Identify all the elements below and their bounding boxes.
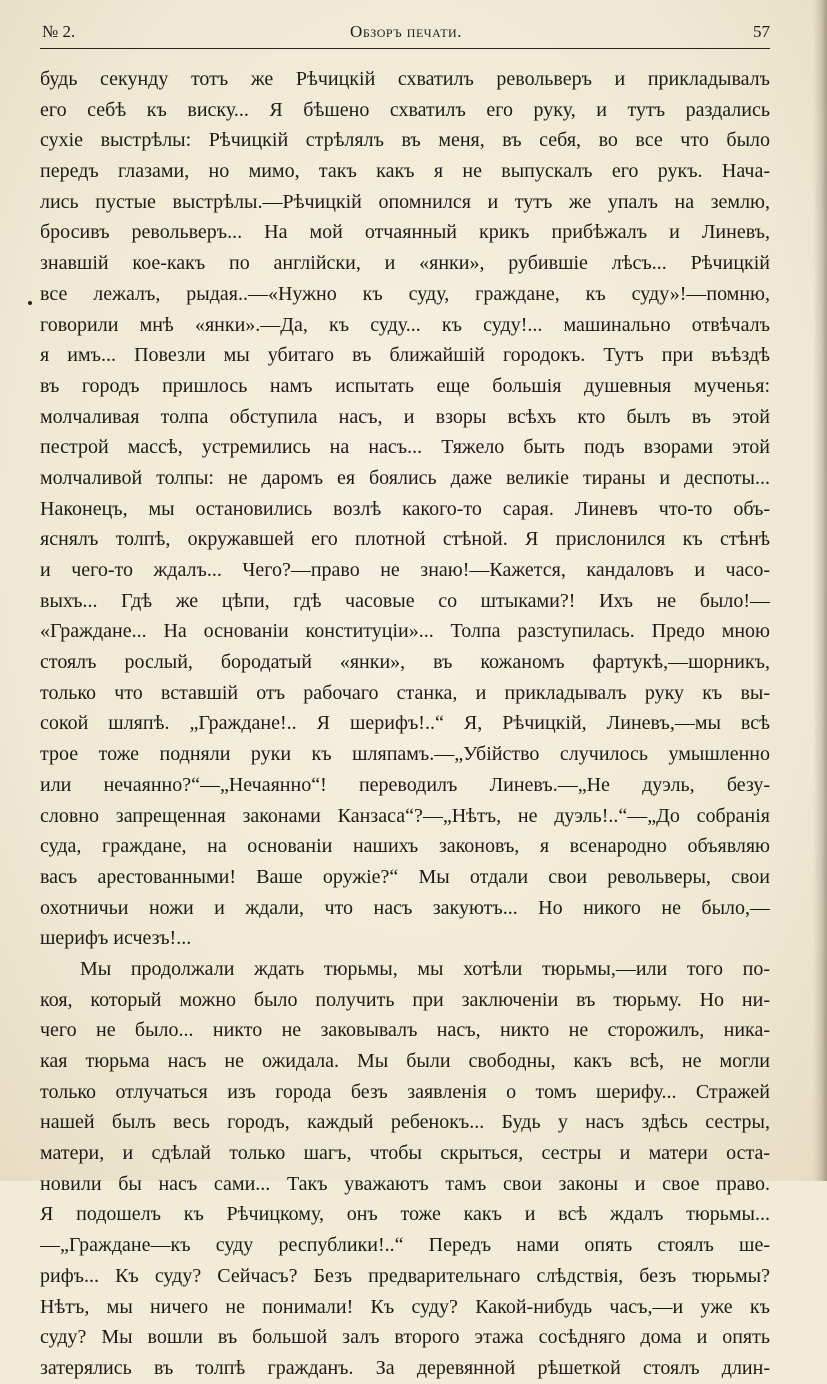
text-line: трое тоже подняли руки къ шляпамъ.—„Убійство случилось умышленно bbox=[40, 743, 770, 766]
text-line: кая тюрьма насъ не ожидала. Мы были свободны, какъ всѣ, не могли bbox=[40, 1050, 770, 1072]
margin-mark bbox=[28, 301, 32, 305]
text-line: нашей былъ весь городъ, каждый ребенокъ... Будь у насъ здѣсь сестры, bbox=[40, 1111, 770, 1134]
text-line: знавшій кое-какъ по англійски, и «янки», рубившіе лѣсъ... Рѣчицкій bbox=[40, 252, 770, 275]
text-line: сухіе выстрѣлы: Рѣчицкій стрѣлялъ въ меня, въ себя, во все что было bbox=[40, 129, 770, 152]
text-line: чего не было... никто не заковывалъ насъ, никто не сторожилъ, ника- bbox=[40, 1019, 770, 1042]
text-line: васъ арестованными! Ваше оружіе?“ Мы отдали свои револьверы, свои bbox=[40, 865, 770, 888]
text-line: я имъ... Повезли мы убитаго въ ближайшій городокъ. Тутъ при въѣздѣ bbox=[40, 344, 770, 367]
text-line: затерялись въ толпѣ гражданъ. За деревянной рѣшеткой стоялъ длин- bbox=[40, 1356, 770, 1379]
text-line: или нечаянно?“—„Нечаянно“! переводилъ Линевъ.—„Не дуэль, безу- bbox=[40, 773, 770, 796]
text-line: молчаливая толпа обступила насъ, и взоры всѣхъ кто былъ въ этой bbox=[40, 405, 770, 428]
text-line: и чего-то ждалъ... Чего?—право не знаю!—Кажется, кандаловъ и часо- bbox=[40, 559, 770, 581]
text-line: только отлучаться изъ города безъ заявленія о томъ шерифу... Стражей bbox=[40, 1080, 770, 1103]
text-line: рифъ... Къ суду? Сейчасъ? Безъ предварительнаго слѣдствія, безъ тюрьмы? bbox=[40, 1264, 770, 1287]
page-header bbox=[42, 22, 770, 48]
page-edge-shadow bbox=[813, 0, 827, 1181]
text-line: сокой шляпѣ. „Граждане!.. Я шерифъ!..“ Я, Рѣчицкій, Линевъ,—мы всѣ bbox=[40, 712, 770, 735]
text-line: въ городъ пришлось намъ испытать еще большія душевныя мученья: bbox=[40, 374, 770, 397]
text-line: молчаливой толпы: не даромъ ея боялись даже великіе тираны и деспоты... bbox=[40, 466, 770, 489]
text-line: говорили мнѣ «янки».—Да, къ суду... къ суду!... машинально отвѣчалъ bbox=[40, 313, 770, 336]
text-line: пестрой массѣ, устремились на насъ... Тяжело быть подъ взорами этой bbox=[40, 436, 770, 459]
text-line: его себѣ къ виску... Я бѣшено схватилъ его руку, и тутъ раздались bbox=[40, 98, 770, 121]
issue-number: № 2. bbox=[42, 22, 76, 41]
page-number: 57 bbox=[753, 22, 770, 41]
text-line: передъ глазами, но мимо, такъ какъ я не выпускалъ его рукъ. Нача- bbox=[40, 160, 770, 183]
text-line: выхъ... Гдѣ же цѣпи, гдѣ часовые со штыками?! Ихъ не было!— bbox=[40, 589, 770, 612]
text-line: лись пустые выстрѣлы.—Рѣчицкій опомнился и тутъ же упалъ на землю, bbox=[40, 190, 770, 213]
text-line: —„Граждане—къ суду республики!..“ Передъ нами опять стоялъ ше- bbox=[40, 1234, 770, 1257]
text-line: Я подошелъ къ Рѣчицкому, онъ тоже какъ и всѣ ждалъ тюрьмы... bbox=[40, 1203, 770, 1226]
text-line: только что вставшій отъ рабочаго станка, и прикладывалъ руку къ вы- bbox=[40, 681, 770, 704]
text-line: будь секунду тотъ же Рѣчицкій схватилъ револьверъ и прикладывалъ bbox=[40, 68, 770, 90]
text-line: суда, граждане, на основаніи нашихъ законовъ, я всенародно объявляю bbox=[40, 835, 770, 858]
text-line: стоялъ рослый, бородатый «янки», въ кожаномъ фартукѣ,—шорникъ, bbox=[40, 651, 770, 674]
text-line: все лежалъ, рыдая..—«Нужно къ суду, граждане, къ суду»!—помню, bbox=[40, 282, 770, 305]
text-line: новили бы насъ сами... Такъ уважаютъ тамъ свои законы и свое право. bbox=[40, 1172, 770, 1195]
text-line: коя, который можно было получить при заключеніи въ тюрьму. Но ни- bbox=[40, 988, 770, 1011]
text-line: шерифъ исчезъ!... bbox=[40, 927, 192, 950]
header-rule bbox=[40, 48, 770, 49]
text-line: суду? Мы вошли въ большой залъ второго этажа сосѣдняго дома и опять bbox=[40, 1326, 770, 1349]
article-body bbox=[40, 64, 770, 1384]
text-line: матери, и сдѣлай только шагъ, чтобы скрыться, сестры и матери оста- bbox=[40, 1142, 770, 1165]
text-line: яснялъ толпѣ, окружавшей его плотной стѣной. Я прислонился къ стѣнѣ bbox=[40, 528, 770, 551]
text-line: Наконецъ, мы остановились возлѣ какого-то сарая. Линевъ что-то объ- bbox=[40, 497, 770, 520]
text-line: словно запрещенная законами Канзаса“?—„Нѣтъ, не дуэль!..“—„До собранія bbox=[40, 804, 770, 827]
text-line: Нѣтъ, мы ничего не понимали! Къ суду? Какой-нибудь часъ,—и уже къ bbox=[40, 1295, 770, 1318]
running-title: Обзоръ печати. bbox=[350, 22, 462, 41]
text-line: Мы продолжали ждать тюрьмы, мы хотѣли тюрьмы,—или того по- bbox=[80, 957, 770, 980]
text-line: бросивъ револьверъ... На мой отчаянный крикъ прибѣжалъ и Линевъ, bbox=[40, 221, 770, 244]
text-line: охотничьи ножи и ждали, что насъ закуютъ... Но никого не было,— bbox=[40, 896, 770, 919]
text-line: «Граждане... На основаніи конституціи»... Толпа разступилась. Предо мною bbox=[40, 620, 770, 643]
